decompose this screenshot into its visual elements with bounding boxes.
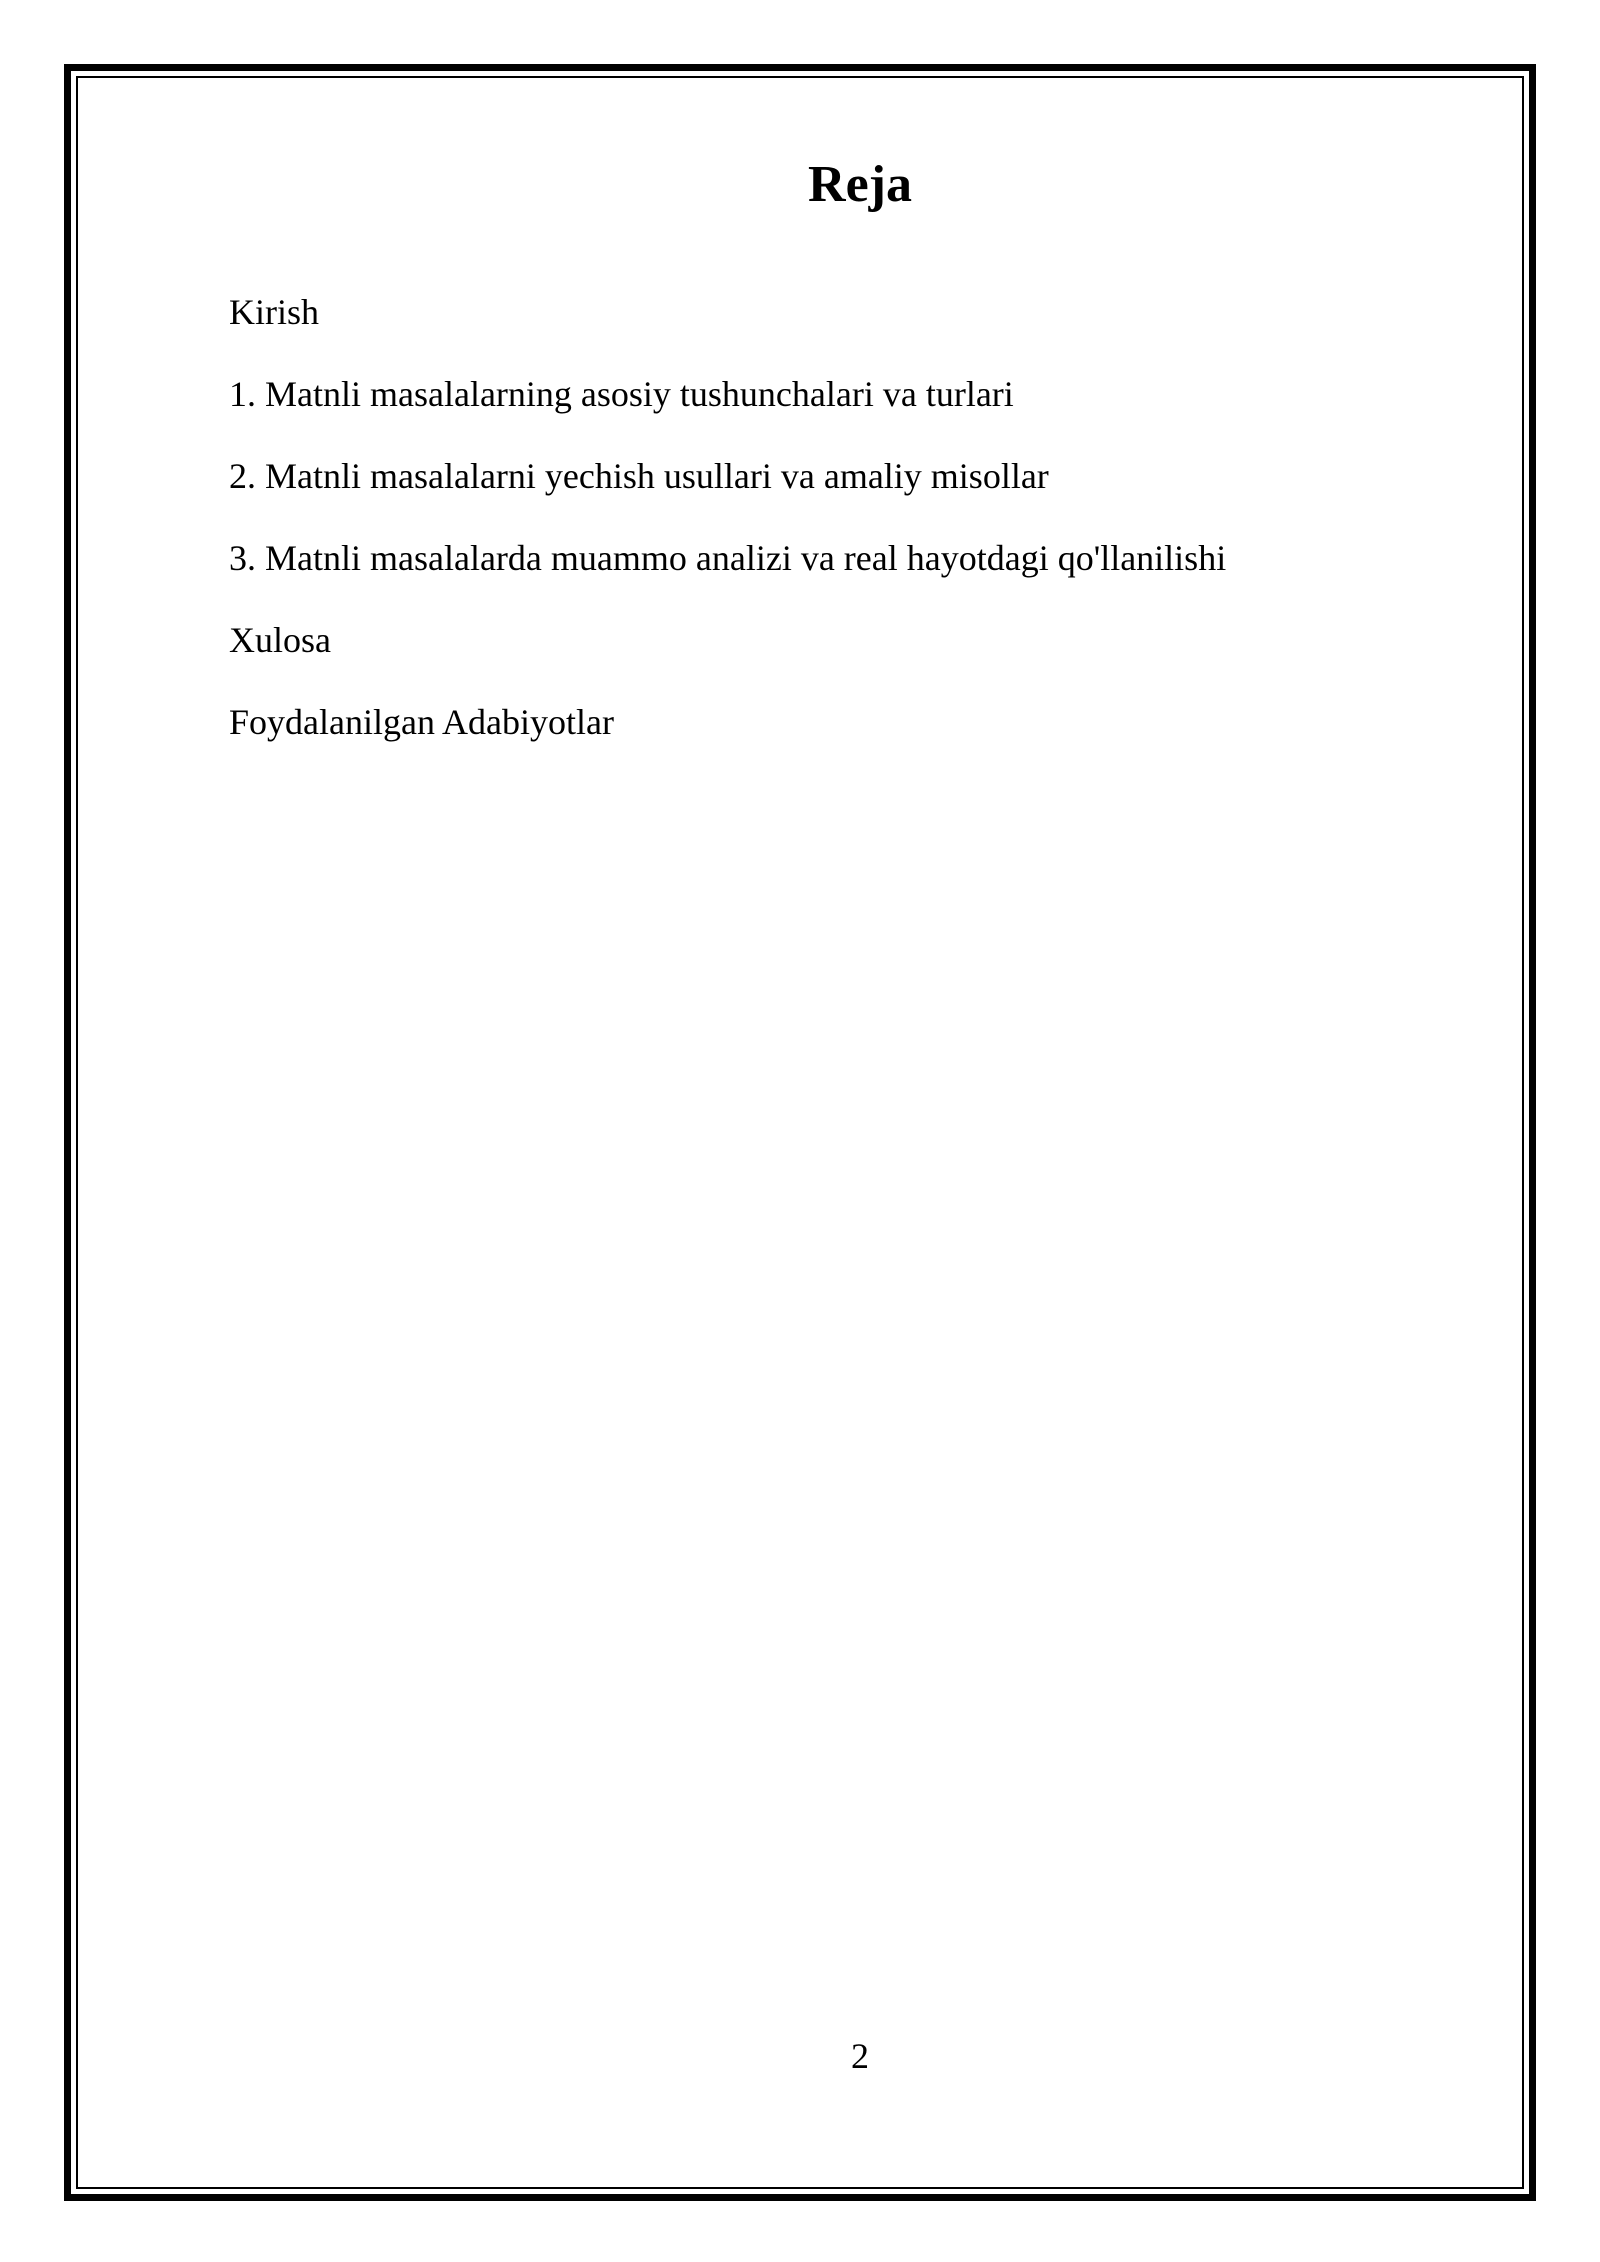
plan-item-introduction: Kirish bbox=[229, 292, 319, 332]
plan-list bbox=[229, 290, 1226, 782]
page-number: 2 bbox=[851, 2036, 869, 2076]
plan-item-3: 3. Matnli masalalarda muammo analizi va real hayotdagi qo'llanilishi bbox=[229, 538, 1227, 578]
plan-item-1: 1. Matnli masalalarning asosiy tushunchalari va turlari bbox=[229, 374, 1014, 414]
plan-item-conclusion: Xulosa bbox=[229, 620, 331, 660]
plan-item-references: Foydalanilgan Adabiyotlar bbox=[229, 702, 614, 742]
plan-item-2: 2. Matnli masalalarni yechish usullari va amaliy misollar bbox=[229, 456, 1049, 496]
page-title: Reja bbox=[808, 156, 912, 213]
